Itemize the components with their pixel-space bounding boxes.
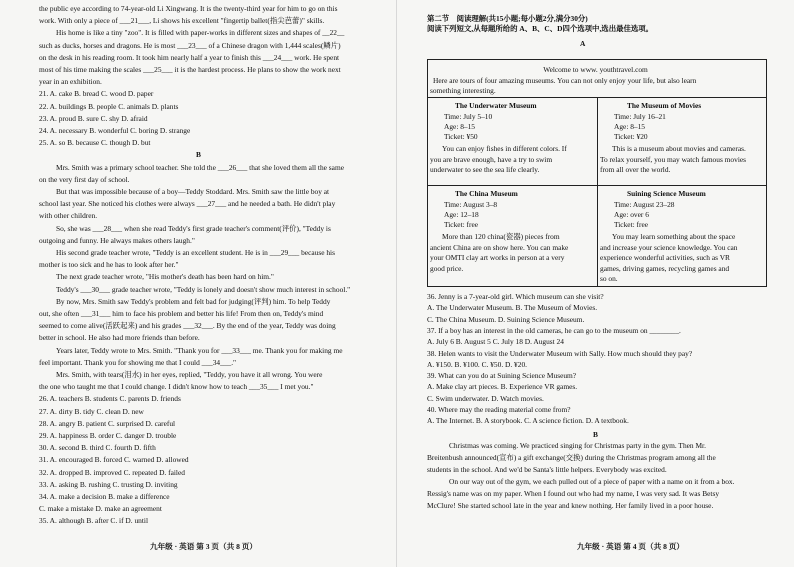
museum-description-line: More than 120 china(瓷器) pieces from: [442, 232, 560, 241]
question-options: A. The Internet. B. A storybook. C. A science fiction. D. A textbook.: [427, 416, 629, 426]
passage-line: mother is too sick and he has to look after her.": [39, 260, 179, 270]
passage-line: Ressig's name was on my paper. When I found out who had my name, I was very sad. It was Betsy: [427, 488, 720, 498]
passage-line: The next grade teacher wrote, "His mother's death has been hard on him.": [56, 272, 274, 282]
museum-ticket: Ticket: free: [444, 220, 479, 229]
passage-line: Christmas was coming. We practiced singing for Christmas party in the gym. Then Mr.: [449, 440, 706, 450]
passage-line: But that was impossible because of a boy—Teddy Stoddard. Mrs. Smith saw the little boy at: [56, 187, 330, 196]
question-options: C. Swim underwater. D. Watch movies.: [427, 393, 544, 403]
question-stem: 40. Where may the reading material come from?: [427, 405, 571, 414]
answer-option-row: 25. A. so B. because C. though D. but: [39, 138, 151, 148]
passage-line: on the desk in his reading room. It took him nearly half a year to finish this ___24___ work. He spent: [39, 52, 340, 62]
museum-time: Time: August 23–28: [614, 200, 675, 209]
passage-line: McClure! She started school late in the year and knew nothing. Her family lived in a poor house.: [427, 500, 714, 510]
museum-name: The Underwater Museum: [455, 101, 537, 110]
passage-line: most of his time making the scales ___25___ it is the hardest process. He plans to show the work next: [39, 65, 341, 74]
passage-line: Mrs. Smith, with tears(泪水) in her eyes, replied, "Teddy, you have it all wrong. You were: [56, 370, 323, 379]
passage-line: seemed to come alive(活跃起来) and his grades ___32___. By the end of the year, Teddy was doing: [39, 321, 336, 331]
passage-line: better in school. He also had more friends than before.: [39, 333, 200, 343]
passage-line: feel important. Thank you for showing me that I could ___34___.": [39, 357, 237, 367]
answer-option-row: 33. A. asking B. rushing C. trusting D. inviting: [39, 479, 178, 489]
museum-description-line: ancient China are on show here. You can make: [430, 242, 569, 252]
museum-description-line: You may learn something about the space: [612, 232, 736, 241]
question-stem: 39. What can you do at Suining Science Museum?: [427, 371, 577, 381]
museum-name: The China Museum: [455, 189, 518, 198]
passage-line: outgoing and funny. He always makes others laugh.": [39, 235, 195, 245]
page-3-footer: 九年级 · 英语 第 3 页（共 8 页）: [150, 542, 257, 551]
passage-line: students in the school. And we'd be Santa's little helpers. Everybody was excited.: [427, 464, 667, 474]
answer-option-row: 28. A. angry B. patient C. surprised D. careful: [39, 418, 176, 428]
passage-line: school last year. She noticed his clothes were always ___27___ and he needed a bath. He didn't play: [39, 199, 336, 209]
museum-age: Age: 12–18: [444, 210, 479, 219]
passage-line: work. With only a piece of ___21___, Li shows his excellent "fingertip ballet(指尖芭蕾)" skills.: [39, 16, 325, 26]
reading-instruction: 阅读下列短文,从每题所给的 A、B、C、D四个选项中,选出最佳选项。: [427, 24, 654, 33]
ad-website: Welcome to www. youthtravel.com: [543, 65, 648, 74]
question-options: A. ¥150. B. ¥100. C. ¥50. D. ¥20.: [427, 359, 527, 369]
answer-option-row: 34. A. make a decision B. make a difference: [39, 492, 170, 501]
museum-ticket: Ticket: ¥50: [444, 132, 478, 141]
question-stem: 37. If a boy has an interest in the old cameras, he can go to the museum on ________.: [427, 325, 681, 335]
reading-section-header: 第二节 阅读理解(共15小题;每小题2分,满分30分): [427, 14, 588, 23]
answer-option-row: 32. A. dropped B. improved C. repeated D. failed: [39, 467, 185, 477]
section-b-label: B: [196, 150, 201, 160]
question-stem: 36. Jenny is a 7-year-old girl. Which museum can she visit?: [427, 292, 604, 301]
passage-line: Teddy's ___30___ grade teacher wrote, "Teddy is lonely and doesn't show much interest in school.": [56, 284, 351, 294]
museum-description-line: games, driving games, recycling games and: [600, 263, 730, 273]
answer-option-row: 31. A. encouraged B. forced C. warned D. allowed: [39, 455, 189, 465]
passage-line: on the very first day of school.: [39, 174, 130, 184]
ad-intro-line: Here are tours of four amazing museums. You can not only enjoy your life, but also learn: [433, 76, 697, 85]
ad-rule-vertical: [597, 97, 598, 287]
passage-line: Mrs. Smith was a primary school teacher. She told the ___26___ that she loved them all the same: [56, 162, 344, 172]
museum-time: Time: August 3–8: [444, 200, 498, 209]
question-options: A. July 6 B. August 5 C. July 18 D. August 24: [427, 337, 564, 347]
answer-option-row: 29. A. happiness B. order C. danger D. trouble: [39, 431, 177, 440]
question-options: A. Make clay art pieces. B. Experience VR games.: [427, 382, 578, 392]
museum-description-line: so on.: [600, 274, 618, 283]
passage-line: Years later, Teddy wrote to Mrs. Smith. "Thank you for ___33___ me. Thank you for making me: [56, 345, 343, 355]
passage-line: the public eye according to 74-year-old Li Xingwang. It is the twenty-third year for him to go on this: [39, 4, 338, 13]
passage-line: with other children.: [39, 211, 98, 221]
passage-line: By now, Mrs. Smith saw Teddy's problem and felt bad for judging(评判) him. To help Teddy: [56, 296, 331, 306]
museum-description-line: your OMTI clay art works in person at a very: [430, 253, 565, 262]
page-4-footer: 九年级 · 英语 第 4 页（共 8 页）: [577, 542, 684, 551]
passage-line: out, she often ___31___ him to face his problem and better his life! From then on, Teddy's mind: [39, 309, 324, 318]
museum-description-line: You can enjoy fishes in different colors. If: [442, 144, 567, 153]
museum-description-line: To relax yourself, you may watch famous movies: [600, 154, 747, 164]
answer-option-row: 27. A. dirty B. tidy C. clean D. new: [39, 406, 144, 416]
passage-line: On our way out of the gym, we each pulled out of a piece of paper with a name on it from a box.: [449, 476, 735, 486]
section-a-label: A: [580, 39, 586, 48]
ad-intro-line: something interesting.: [430, 86, 496, 95]
passage-line: So, she was ___28___ when she read Teddy's first grade teacher's comment(评价), "Teddy is: [56, 223, 331, 233]
answer-option-row: C. make a mistake D. make an agreement: [39, 504, 162, 514]
museum-description-line: from all over the world.: [600, 165, 671, 174]
museum-description-line: underwater to see the sea life clearly.: [430, 165, 540, 174]
museum-name: Suining Science Museum: [627, 189, 706, 198]
museum-age: Age: 8–15: [614, 122, 645, 131]
answer-option-row: 22. A. buildings B. people C. animals D. plants: [39, 101, 179, 111]
answer-option-row: 26. A. teachers B. students C. parents D. friends: [39, 394, 181, 404]
answer-option-row: 30. A. second B. third C. fourth D. fifth: [39, 443, 156, 453]
section-b-label: B: [593, 429, 598, 439]
museum-name: The Museum of Movies: [627, 101, 702, 110]
passage-line: Breitenbush announced(宣布) a gift exchange(交换) during the Christmas program among all the: [427, 452, 716, 462]
museum-description-line: and increase your science knowledge. You can: [600, 242, 738, 252]
museum-time: Time: July 16–21: [614, 112, 666, 121]
passage-line: His second grade teacher wrote, "Teddy is an excellent student. He is in ___29___ because his: [56, 248, 335, 257]
passage-line: year in an exhibition.: [39, 77, 102, 87]
answer-option-row: 21. A. cake B. bread C. wood D. paper: [39, 89, 154, 99]
question-options: A. The Underwater Museum. B. The Museum of Movies.: [427, 303, 598, 313]
answer-option-row: 23. A. proud B. sure C. shy D. afraid: [39, 113, 148, 123]
museum-ticket: Ticket: ¥20: [614, 132, 648, 141]
museum-ticket: Ticket: free: [614, 220, 649, 229]
museum-age: Age: over 6: [614, 210, 649, 219]
museum-description-line: good price.: [430, 263, 464, 273]
museum-description-line: This is a museum about movies and cameras.: [612, 144, 746, 153]
answer-option-row: 35. A. although B. after C. if D. until: [39, 516, 149, 526]
museum-time: Time: July 5–10: [444, 112, 493, 121]
answer-option-row: 24. A. necessary B. wonderful C. boring D. strange: [39, 126, 191, 135]
question-stem: 38. Helen wants to visit the Underwater Museum with Sally. How much should they pay?: [427, 348, 693, 358]
question-options: C. The China Museum. D. Suining Science Museum.: [427, 314, 585, 324]
passage-line: such as ducks, horses and dragons. He is most ___23___ of a Chinese dragon with 1,444 scales(鳞片): [39, 40, 341, 50]
museum-description-line: you are brave enough, have a try to swim: [430, 154, 553, 164]
museum-age: Age: 8–15: [444, 122, 475, 131]
passage-line: the one who taught me that I could change. I didn't know how to teach ___35___ I met you.": [39, 382, 314, 392]
museum-description-line: experience wonderful activities, such as VR: [600, 253, 730, 262]
passage-line: His home is like a tiny "zoo". It is filled with paper-works in different sizes and shapes of __22__: [56, 28, 345, 38]
